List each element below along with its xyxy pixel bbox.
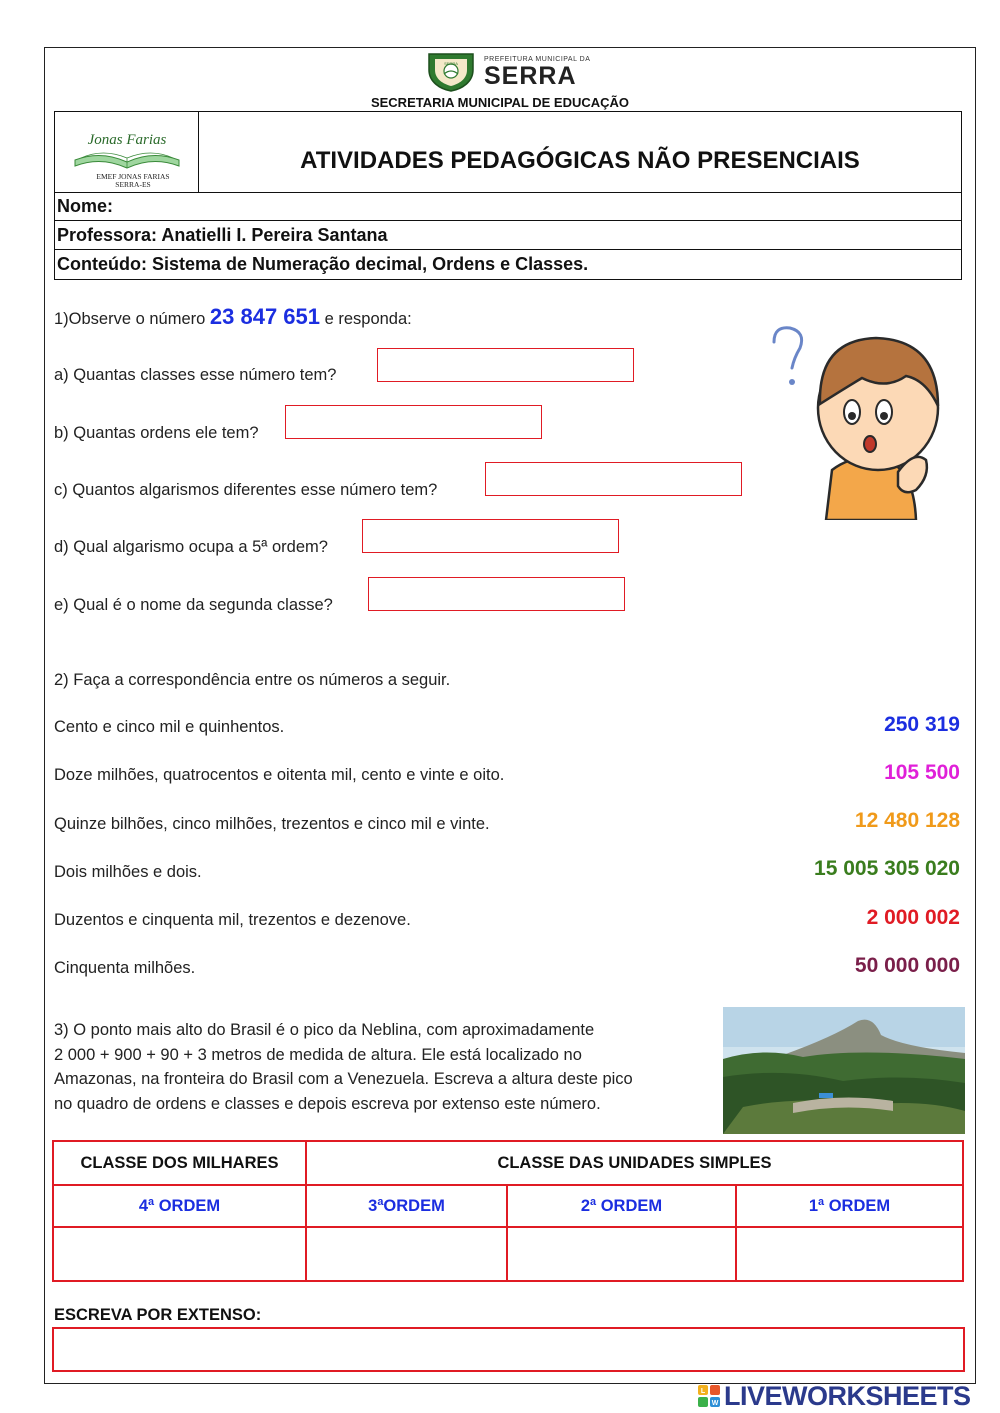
school-name	[93, 173, 173, 189]
header-box	[54, 111, 962, 193]
prefeitura-logo	[426, 52, 606, 92]
q2-text-5: Duzentos e cinquenta mil, trezentos e dezenove.	[54, 911, 411, 929]
header-3a-ordem: 3ªORDEM	[306, 1185, 507, 1227]
q2-number-1[interactable]: 250 319	[884, 713, 960, 736]
q3-text: 3) O ponto mais alto do Brasil é o pico da Neblina, com aproximadamente 2 000 + 900 + 90 + 3 metros de medida de altura. Ele está localizado no Amazonas, na fronteira do Brasil com a Venezuela. Escreva a altura deste pico no quadro de ordens e classes e depois escreva por extenso este número.	[54, 1021, 633, 1113]
prefeitura-small-text: PREFEITURA MUNICIPAL DA	[484, 56, 591, 63]
answer-box-d[interactable]	[362, 519, 619, 553]
icon-letter-l: L	[700, 1388, 706, 1395]
header-1a-ordem: 1ª ORDEM	[736, 1185, 963, 1227]
q2-number-4[interactable]: 15 005 305 020	[814, 857, 960, 880]
answer-cell-1a-ordem[interactable]	[736, 1227, 963, 1281]
school-logo-script: Jonas Farias	[87, 132, 167, 148]
q2-text-2: Doze milhões, quatrocentos e oitenta mil, cento e vinte e oito.	[54, 766, 505, 784]
school-name-line2: SERRA-ES	[115, 180, 151, 189]
q1-item-c: c) Quantos algarismos diferentes esse número tem?	[54, 481, 438, 499]
q1-item-d: d) Qual algarismo ocupa a 5ª ordem?	[54, 538, 328, 556]
liveworksheets-icon	[698, 1385, 720, 1407]
school-logo	[55, 112, 199, 192]
q2-number-5[interactable]: 2 000 002	[866, 906, 960, 929]
escreva-answer-box[interactable]	[52, 1327, 965, 1372]
answer-box-a[interactable]	[377, 348, 634, 382]
q2-intro: 2) Faça a correspondência entre os números a seguir.	[54, 671, 451, 689]
q2-text-3: Quinze bilhões, cinco milhões, trezentos e cinco mil e vinte.	[54, 815, 490, 833]
shield-icon	[426, 52, 476, 92]
answer-cell-3a-ordem[interactable]	[306, 1227, 507, 1281]
q1-item-b: b) Quantas ordens ele tem?	[54, 424, 259, 442]
header-2a-ordem: 2ª ORDEM	[507, 1185, 736, 1227]
conteudo-row: Conteúdo: Sistema de Numeração decimal, Ordens e Classes.	[54, 250, 962, 280]
orders-classes-table	[52, 1140, 964, 1282]
q2-number-2[interactable]: 105 500	[884, 761, 960, 784]
answer-box-e[interactable]	[368, 577, 625, 611]
prefeitura-name: SERRA	[484, 62, 577, 90]
answer-box-b[interactable]	[285, 405, 542, 439]
q2-number-6[interactable]: 50 000 000	[854, 954, 960, 977]
answer-cell-4a-ordem[interactable]	[53, 1227, 306, 1281]
shield-text: SERRA	[444, 61, 458, 66]
q1-intro-after: e responda:	[320, 310, 412, 328]
header-4a-ordem: 4ª ORDEM	[53, 1185, 306, 1227]
school-name-line1: EMEF JONAS FARIAS	[96, 172, 170, 181]
q1-item-e: e) Qual é o nome da segunda classe?	[54, 596, 333, 614]
q2-number-3[interactable]: 12 480 128	[854, 809, 960, 832]
q2-text-6: Cinquenta milhões.	[54, 959, 196, 977]
q2-text-1: Cento e cinco mil e quinhentos.	[54, 718, 285, 736]
q1-item-a: a) Quantas classes esse número tem?	[54, 366, 337, 384]
main-title: ATIVIDADES PEDAGÓGICAS NÃO PRESENCIAIS	[300, 147, 860, 174]
pico-da-neblina-photo	[723, 1007, 965, 1134]
liveworksheets-text: LIVEWORKSHEETS	[724, 1381, 971, 1411]
q1-number: 23 847 651	[209, 304, 321, 329]
professora-row: Professora: Anatielli I. Pereira Santana	[54, 221, 962, 250]
answer-cell-2a-ordem[interactable]	[507, 1227, 736, 1281]
header-classe-unidades: CLASSE DAS UNIDADES SIMPLES	[306, 1141, 963, 1185]
open-book-icon	[67, 120, 187, 176]
escreva-label: ESCREVA POR EXTENSO:	[54, 1306, 262, 1324]
secretaria-title: SECRETARIA MUNICIPAL DE EDUCAÇÃO	[370, 95, 630, 110]
question-mark-icon	[774, 328, 802, 385]
q2-text-4: Dois milhões e dois.	[54, 863, 202, 881]
header-classe-milhares: CLASSE DOS MILHARES	[53, 1141, 306, 1185]
icon-letter-w: W	[711, 1400, 719, 1407]
thinking-boy-illustration	[766, 320, 951, 520]
q1-intro	[54, 304, 412, 330]
answer-box-c[interactable]	[485, 462, 742, 496]
nome-row: Nome:	[54, 193, 962, 221]
q1-intro-before: 1)Observe o número	[54, 310, 210, 328]
